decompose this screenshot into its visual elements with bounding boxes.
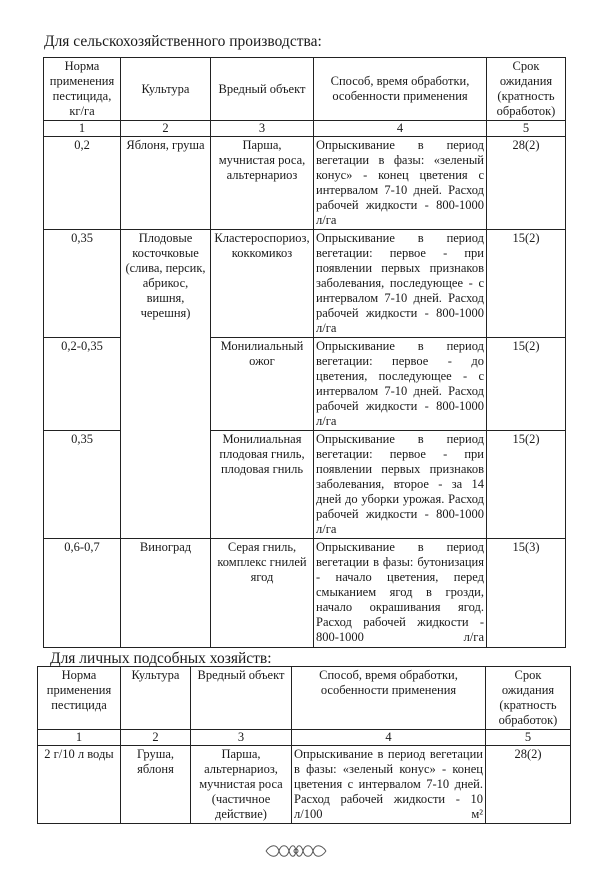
- column-number: 1: [44, 121, 121, 137]
- pest-cell: Монилиальный ожог: [211, 338, 314, 431]
- method-cell: Опрыскивание в период вегетации: первое - при появлении первых признаков заболевания, последующее - с интервалом 7-10 дней. Расход рабочей жидкости - 800-1000 л/га: [314, 230, 487, 338]
- header-crop: Культура: [121, 58, 211, 121]
- method-cell: Опрыскивание в период вегетации: первое - при появлении первых признаков заболевания, второе - за 14 дней до уборки урожая. Расход рабочей жидкости - 800-1000 л/га: [314, 431, 487, 539]
- column-number-row: [44, 121, 566, 137]
- wait-cell: 28(2): [487, 137, 566, 230]
- header-rate: Норма применения пестицида, кг/га: [44, 58, 121, 121]
- column-number: 5: [486, 730, 571, 746]
- pest-cell: Кластероспориоз, коккомикоз: [211, 230, 314, 338]
- table-header-row: [44, 58, 566, 121]
- rate-cell: 0,6-0,7: [44, 539, 121, 648]
- rate-cell: 0,2: [44, 137, 121, 230]
- method-cell: Опрыскивание в период вегетации в фазы: «зеленый конус» - конец цветения с интервалом 7-10 дней. Расход рабочей жидкости - 800-1000 л/га: [314, 137, 487, 230]
- pest-cell: Парша, альтернариоз, мучнистая роса (частичное действие): [191, 746, 292, 824]
- header-pest: Вредный объект: [191, 667, 292, 730]
- column-number-row: [38, 730, 571, 746]
- pest-cell: Серая гниль, комплекс гнилей ягод: [211, 539, 314, 648]
- crop-cell: Яблоня, груша: [121, 137, 211, 230]
- rate-cell: 2 г/10 л воды: [38, 746, 121, 824]
- crop-cell: Плодовые косточковые (слива, персик, абрикос, вишня, черешня): [121, 230, 211, 539]
- method-cell: Опрыскивание в период вегетации в фазы: «зеленый конус» - конец цветения с интервалом 7-10 дней. Расход рабочей жидкости - 10 л/100 м²: [292, 746, 486, 824]
- column-number: 3: [191, 730, 292, 746]
- header-rate: Норма применения пестицида: [38, 667, 121, 730]
- header-wait: Срок ожидания (кратность обработок): [486, 667, 571, 730]
- header-method: Способ, время обработки, особенности применения: [314, 58, 487, 121]
- section-heading-agricultural: Для сельскохозяйственного производства:: [44, 33, 322, 50]
- table-row: [44, 539, 566, 648]
- footer-ornament-icon: [263, 842, 329, 860]
- rate-cell: 0,35: [44, 431, 121, 539]
- crop-cell: Груша, яблоня: [121, 746, 191, 824]
- wait-cell: 28(2): [486, 746, 571, 824]
- rate-cell: 0,35: [44, 230, 121, 338]
- wait-cell: 15(2): [487, 230, 566, 338]
- section-heading-household: Для личных подсобных хозяйств:: [50, 650, 272, 667]
- column-number: 3: [211, 121, 314, 137]
- pest-cell: Монилиальная плодовая гниль, плодовая гниль: [211, 431, 314, 539]
- household-table: [37, 666, 571, 824]
- column-number: 1: [38, 730, 121, 746]
- wait-cell: 15(3): [487, 539, 566, 648]
- agricultural-table: [43, 57, 566, 648]
- wait-cell: 15(2): [487, 338, 566, 431]
- table-header-row: [38, 667, 571, 730]
- method-cell: Опрыскивание в период вегетации: первое - до цветения, последующее - с интервалом 7-10 дней. Расход рабочей жидкости - 800-1000 л/га: [314, 338, 487, 431]
- column-number: 4: [292, 730, 486, 746]
- table-row: [44, 230, 566, 338]
- pest-cell: Парша, мучнистая роса, альтернариоз: [211, 137, 314, 230]
- rate-cell: 0,2-0,35: [44, 338, 121, 431]
- column-number: 2: [121, 730, 191, 746]
- column-number: 5: [487, 121, 566, 137]
- column-number: 4: [314, 121, 487, 137]
- header-method: Способ, время обработки, особенности применения: [292, 667, 486, 730]
- column-number: 2: [121, 121, 211, 137]
- header-pest: Вредный объект: [211, 58, 314, 121]
- method-cell: Опрыскивание в период вегетации в фазы: бутонизация - начало цветения, перед смыканием ягод в грозди, начало окрашивания ягод. Расход рабочей жидкости - 800-1000 л/га: [314, 539, 487, 648]
- table-row: [44, 137, 566, 230]
- wait-cell: 15(2): [487, 431, 566, 539]
- header-wait: Срок ожидания (кратность обработок): [487, 58, 566, 121]
- crop-cell: Виноград: [121, 539, 211, 648]
- header-crop: Культура: [121, 667, 191, 730]
- table-row: [38, 746, 571, 824]
